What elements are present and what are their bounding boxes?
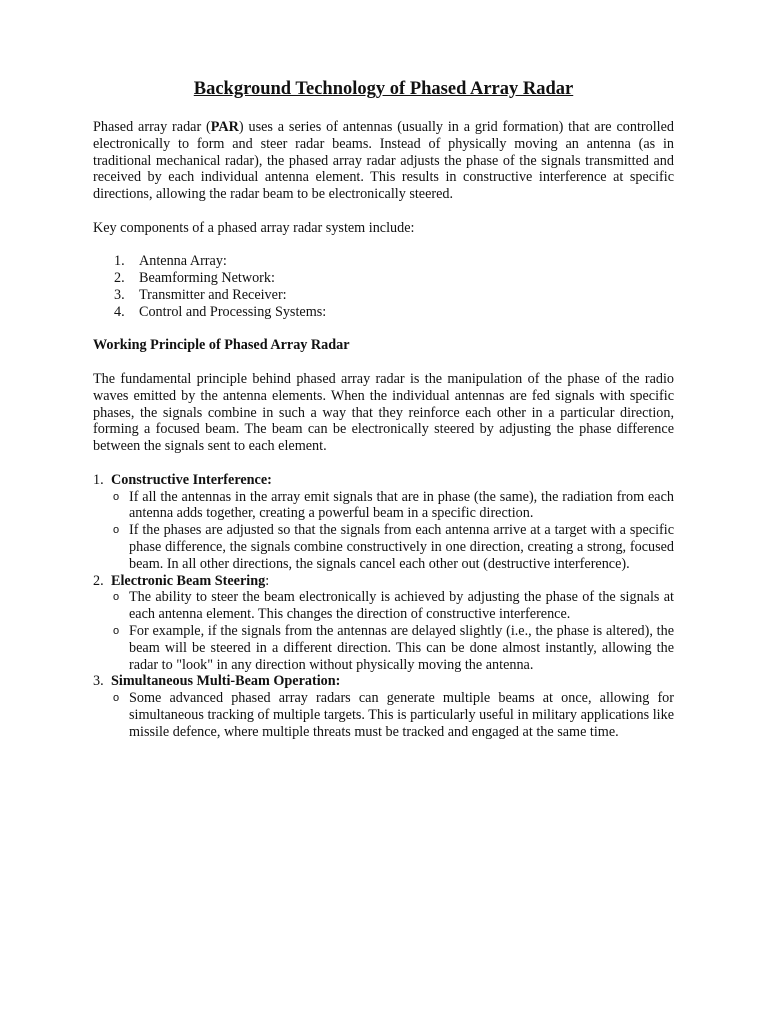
bullet-marker: o	[113, 524, 120, 537]
bullet-text: If all the antennas in the array emit signals that are in phase (the same), the radiation from each antenna adds together, creating a powerful beam in a specific direction.	[129, 488, 674, 522]
section-heading	[93, 472, 674, 489]
components-intro: Key components of a phased array radar system include:	[93, 219, 415, 236]
bullet-marker: o	[113, 692, 120, 705]
intro-paragraph	[93, 119, 674, 203]
section-heading	[93, 573, 674, 590]
intro-text-after: ) uses a series of antennas (usually in a grid formation) that are controlled electronically to form and steer radar beams. Instead of physically moving an antenna (as in traditional mechanical radar), the phased array radar adjusts the phase of the signals transmitted and received by each individual antenna element. This results in constructive interference at specific directions, allowing the radar beam to be electronically steered.	[93, 119, 674, 203]
section-heading	[93, 673, 674, 690]
document-page	[93, 78, 674, 740]
list-number: 3.	[114, 286, 125, 303]
bullet-item	[93, 489, 674, 523]
bullet-item	[93, 522, 674, 572]
working-principle-heading: Working Principle of Phased Array Radar	[93, 337, 350, 354]
bullet-text: The ability to steer the beam electronically is achieved by adjusting the phase of the signals at each antenna element. This changes the direction of constructive interference.	[129, 589, 674, 623]
list-item	[93, 253, 674, 270]
section-title: Simultaneous Multi-Beam Operation:	[111, 673, 341, 690]
bullet-text: If the phases are adjusted so that the signals from each antenna arrive at a target with a specific phase difference, the signals combine constructively in one direction, creating a strong, focused beam. In all other directions, the signals cancel each other out (destructive interference).	[129, 522, 674, 572]
section-number: 2.	[93, 572, 104, 589]
section-number: 3.	[93, 673, 104, 690]
section-title-suffix: :	[265, 572, 270, 589]
section-title: Constructive Interference:	[111, 471, 272, 488]
bullet-item	[93, 589, 674, 623]
components-list	[93, 253, 674, 320]
list-item-text: Antenna Array:	[139, 253, 227, 270]
list-item	[93, 287, 674, 304]
section-number: 1.	[93, 471, 104, 488]
list-item	[93, 270, 674, 287]
bullet-text: Some advanced phased array radars can generate multiple beams at once, allowing for simultaneous tracking of multiple targets. This is particularly useful in military applications like missile defence, where multiple threats must be tracked and engaged at the same time.	[129, 690, 674, 740]
bullet-marker: o	[113, 624, 120, 637]
list-item	[93, 304, 674, 321]
bullet-text: For example, if the signals from the antennas are delayed slightly (i.e., the phase is altered), the beam will be steered in a different direction. This can be done almost instantly, allowing the radar to "look" in any direction without physically moving the antenna.	[129, 622, 674, 673]
bullet-marker: o	[113, 591, 120, 604]
intro-acronym: PAR	[210, 119, 239, 135]
bullet-item	[93, 623, 674, 673]
list-item-text: Control and Processing Systems:	[139, 303, 327, 320]
working-principle-paragraph: The fundamental principle behind phased array radar is the manipulation of the phase of the radio waves emitted by the antenna elements. When the individual antennas are fed signals with specific phases, the signals combine in such a way that they reinforce each other in a particular direction, forming a focused beam. The beam can be electronically steered by adjusting the phase difference between the signals sent to each element.	[93, 370, 674, 455]
document-title: Background Technology of Phased Array Radar	[193, 79, 574, 99]
bullet-item	[93, 690, 674, 740]
section-title: Electronic Beam Steering	[111, 572, 266, 589]
list-item-text: Transmitter and Receiver:	[139, 286, 287, 303]
list-number: 1.	[114, 253, 125, 270]
bullet-marker: o	[113, 490, 120, 503]
list-number: 2.	[114, 270, 125, 287]
list-item-text: Beamforming Network:	[139, 270, 275, 287]
intro-text-before: Phased array radar (	[93, 119, 211, 135]
list-number: 4.	[114, 303, 125, 320]
